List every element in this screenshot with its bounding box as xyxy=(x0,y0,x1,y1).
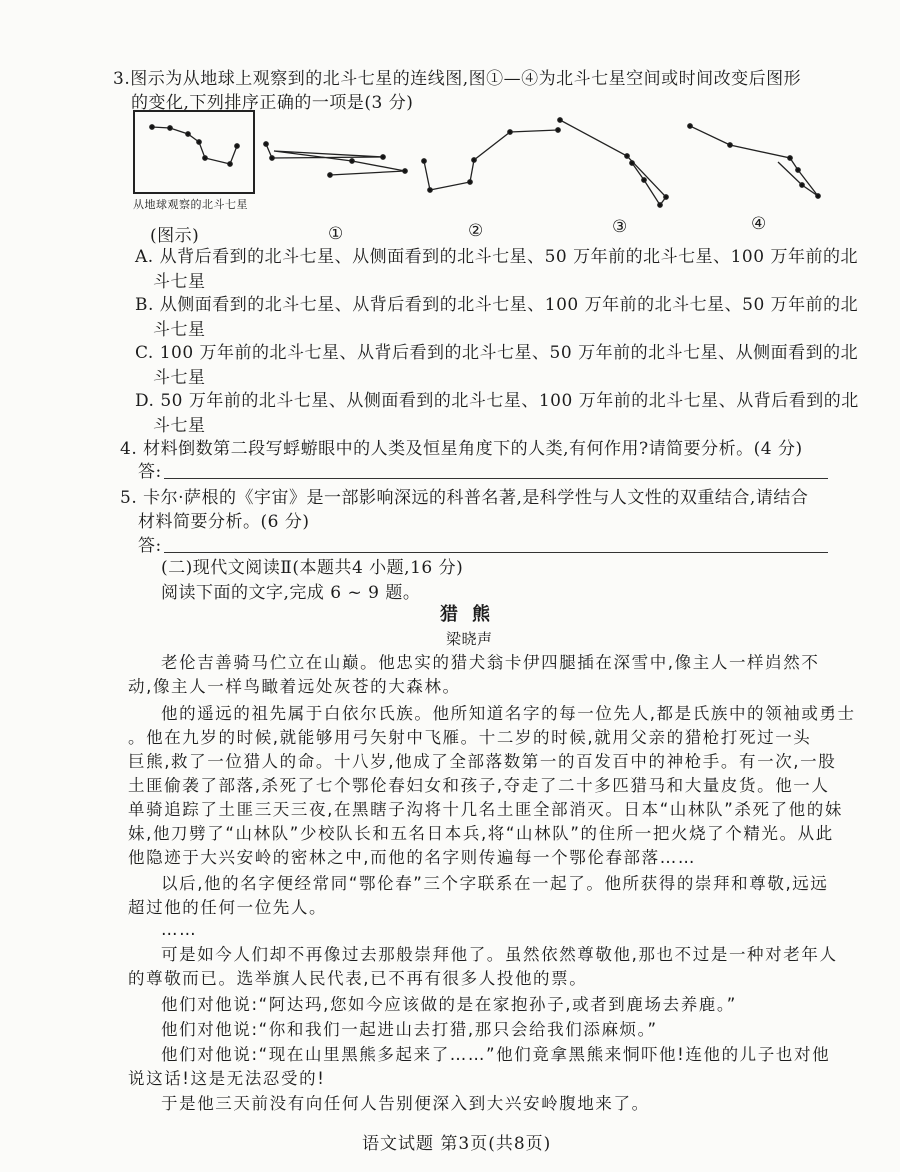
q4-answer-label: 答: xyxy=(138,462,162,482)
article-line: 他们对他说:“现在山里黑熊多起来了……”他们竟拿黑熊来恫吓他!连他的儿子也对他 xyxy=(161,1045,831,1064)
option-d-line2: 斗七星 xyxy=(153,416,206,436)
article-line: 他们对他说:“你和我们一起进山去打猎,那只会给我们添麻烦。” xyxy=(161,1020,658,1039)
figure-label-3: ③ xyxy=(612,217,628,237)
option-b-line1: B. 从侧面看到的北斗七星、从背后看到的北斗七星、100 万年前的北斗七星、50 万年前的北 xyxy=(135,295,859,315)
dipper-figure-3 xyxy=(560,120,666,205)
article-line: 的尊敬而已。选举旗人民代表,已不再有很多人投他的票。 xyxy=(128,969,588,988)
q3-stem-line2: 的变化,下列排序正确的一项是(3 分) xyxy=(131,93,414,113)
article-line: 土匪偷袭了部落,杀死了七个鄂伦春妇女和孩子,夺走了二十多匹猎马和大量皮货。他一人 xyxy=(128,776,830,795)
earth-view-dipper xyxy=(152,127,237,164)
q4-stem: 4. 材料倒数第二段写蜉蝣眼中的人类及恒星角度下的人类,有何作用?请简要分析。(4 分) xyxy=(120,439,803,459)
figure-label-2: ② xyxy=(468,221,484,241)
article-line: 可是如今人们却不再像过去那般崇拜他了。虽然依然尊敬他,那也不过是一种对老年人 xyxy=(161,945,838,964)
article-line: 巨熊,救了一位猎人的命。十八岁,他成了全部落数第一的百发百中的神枪手。有一次,一股 xyxy=(128,752,837,771)
article-line: 动,像主人一样鸟瞰着远处灰苍的大森林。 xyxy=(128,677,461,696)
q4-answer-line xyxy=(164,478,828,479)
article-line: 。他在九岁的时候,就能够用弓矢射中飞雁。十二岁的时候,就用父亲的猎枪打死过一头 xyxy=(128,728,812,747)
article-line: 他的遥远的祖先属于白依尔氏族。他所知道名字的每一位先人,都是氏族中的领袖或勇士 xyxy=(161,704,856,723)
q5-stem-line2: 材料简要分析。(6 分) xyxy=(138,512,310,532)
article-line: 超过他的任何一位先人。 xyxy=(128,898,328,917)
figure-caption: 从地球观察的北斗七星 xyxy=(133,198,248,211)
article-line: 他们对他说:“阿达玛,您如今应该做的是在家抱孙子,或者到鹿场去养鹿。” xyxy=(161,995,737,1014)
dipper-figure-2 xyxy=(424,130,558,190)
article-line: 以后,他的名字便经常同“鄂伦春”三个字联系在一起了。他所获得的崇拜和尊敬,远远 xyxy=(161,874,829,893)
option-c-line1: C. 100 万年前的北斗七星、从背后看到的北斗七星、50 万年前的北斗七星、从侧面看到的北 xyxy=(135,343,859,363)
article-line: 老伦吉善骑马伫立在山巅。他忠实的猎犬翁卡伊四腿插在深雪中,像主人一样岿然不 xyxy=(161,653,820,672)
option-a-line2: 斗七星 xyxy=(153,272,206,292)
q3-stem-line1: 3.图示为从地球上观察到的北斗七星的连线图,图①—④为北斗七星空间或时间改变后图形 xyxy=(113,69,802,89)
page-footer: 语文试题 第3页(共8页) xyxy=(362,1134,552,1154)
article-title: 猎熊 xyxy=(440,604,504,625)
option-b-line2: 斗七星 xyxy=(153,320,206,340)
figure-label-legend: (图示) xyxy=(150,226,200,246)
q5-answer-label: 答: xyxy=(138,536,162,556)
article-line: 妹,他刀劈了“山林队”少校队长和五名日本兵,将“山林队”的住所一把火烧了个精光。从此 xyxy=(128,824,834,843)
article-line: 单骑追踪了土匪三天三夜,在黑瞎子沟将十几名土匪全部消灭。日本“山林队”杀死了他的妹 xyxy=(128,800,843,819)
dipper-figure-4 xyxy=(690,126,818,196)
figure-label-4: ④ xyxy=(751,214,767,234)
section-heading: (二)现代文阅读Ⅱ(本题共4 小题,16 分) xyxy=(161,558,464,578)
option-d-line1: D. 50 万年前的北斗七星、从侧面看到的北斗七星、100 万年前的北斗七星、从背后看到的北 xyxy=(135,391,859,411)
article-line: 说这话!这是无法忍受的! xyxy=(128,1069,326,1088)
section-instruction: 阅读下面的文字,完成 6 ~ 9 题。 xyxy=(161,583,421,603)
q5-answer-line xyxy=(164,552,828,553)
option-a-line1: A. 从背后看到的北斗七星、从侧面看到的北斗七星、50 万年前的北斗七星、100 万年前的北 xyxy=(135,247,858,267)
article-line: 于是他三天前没有向任何人告别便深入到大兴安岭腹地来了。 xyxy=(161,1094,650,1113)
option-c-line2: 斗七星 xyxy=(153,368,206,388)
q5-stem-line1: 5. 卡尔·萨根的《宇宙》是一部影响深远的科普名著,是科学性与人文性的双重结合,请结合 xyxy=(120,488,809,508)
article-line: 他隐迹于大兴安岭的密林之中,而他的名字则传遍每一个鄂伦春部落…… xyxy=(128,848,696,867)
article-line: …… xyxy=(161,920,198,939)
figure-label-1: ① xyxy=(328,224,344,244)
article-author: 梁晓声 xyxy=(446,630,493,648)
